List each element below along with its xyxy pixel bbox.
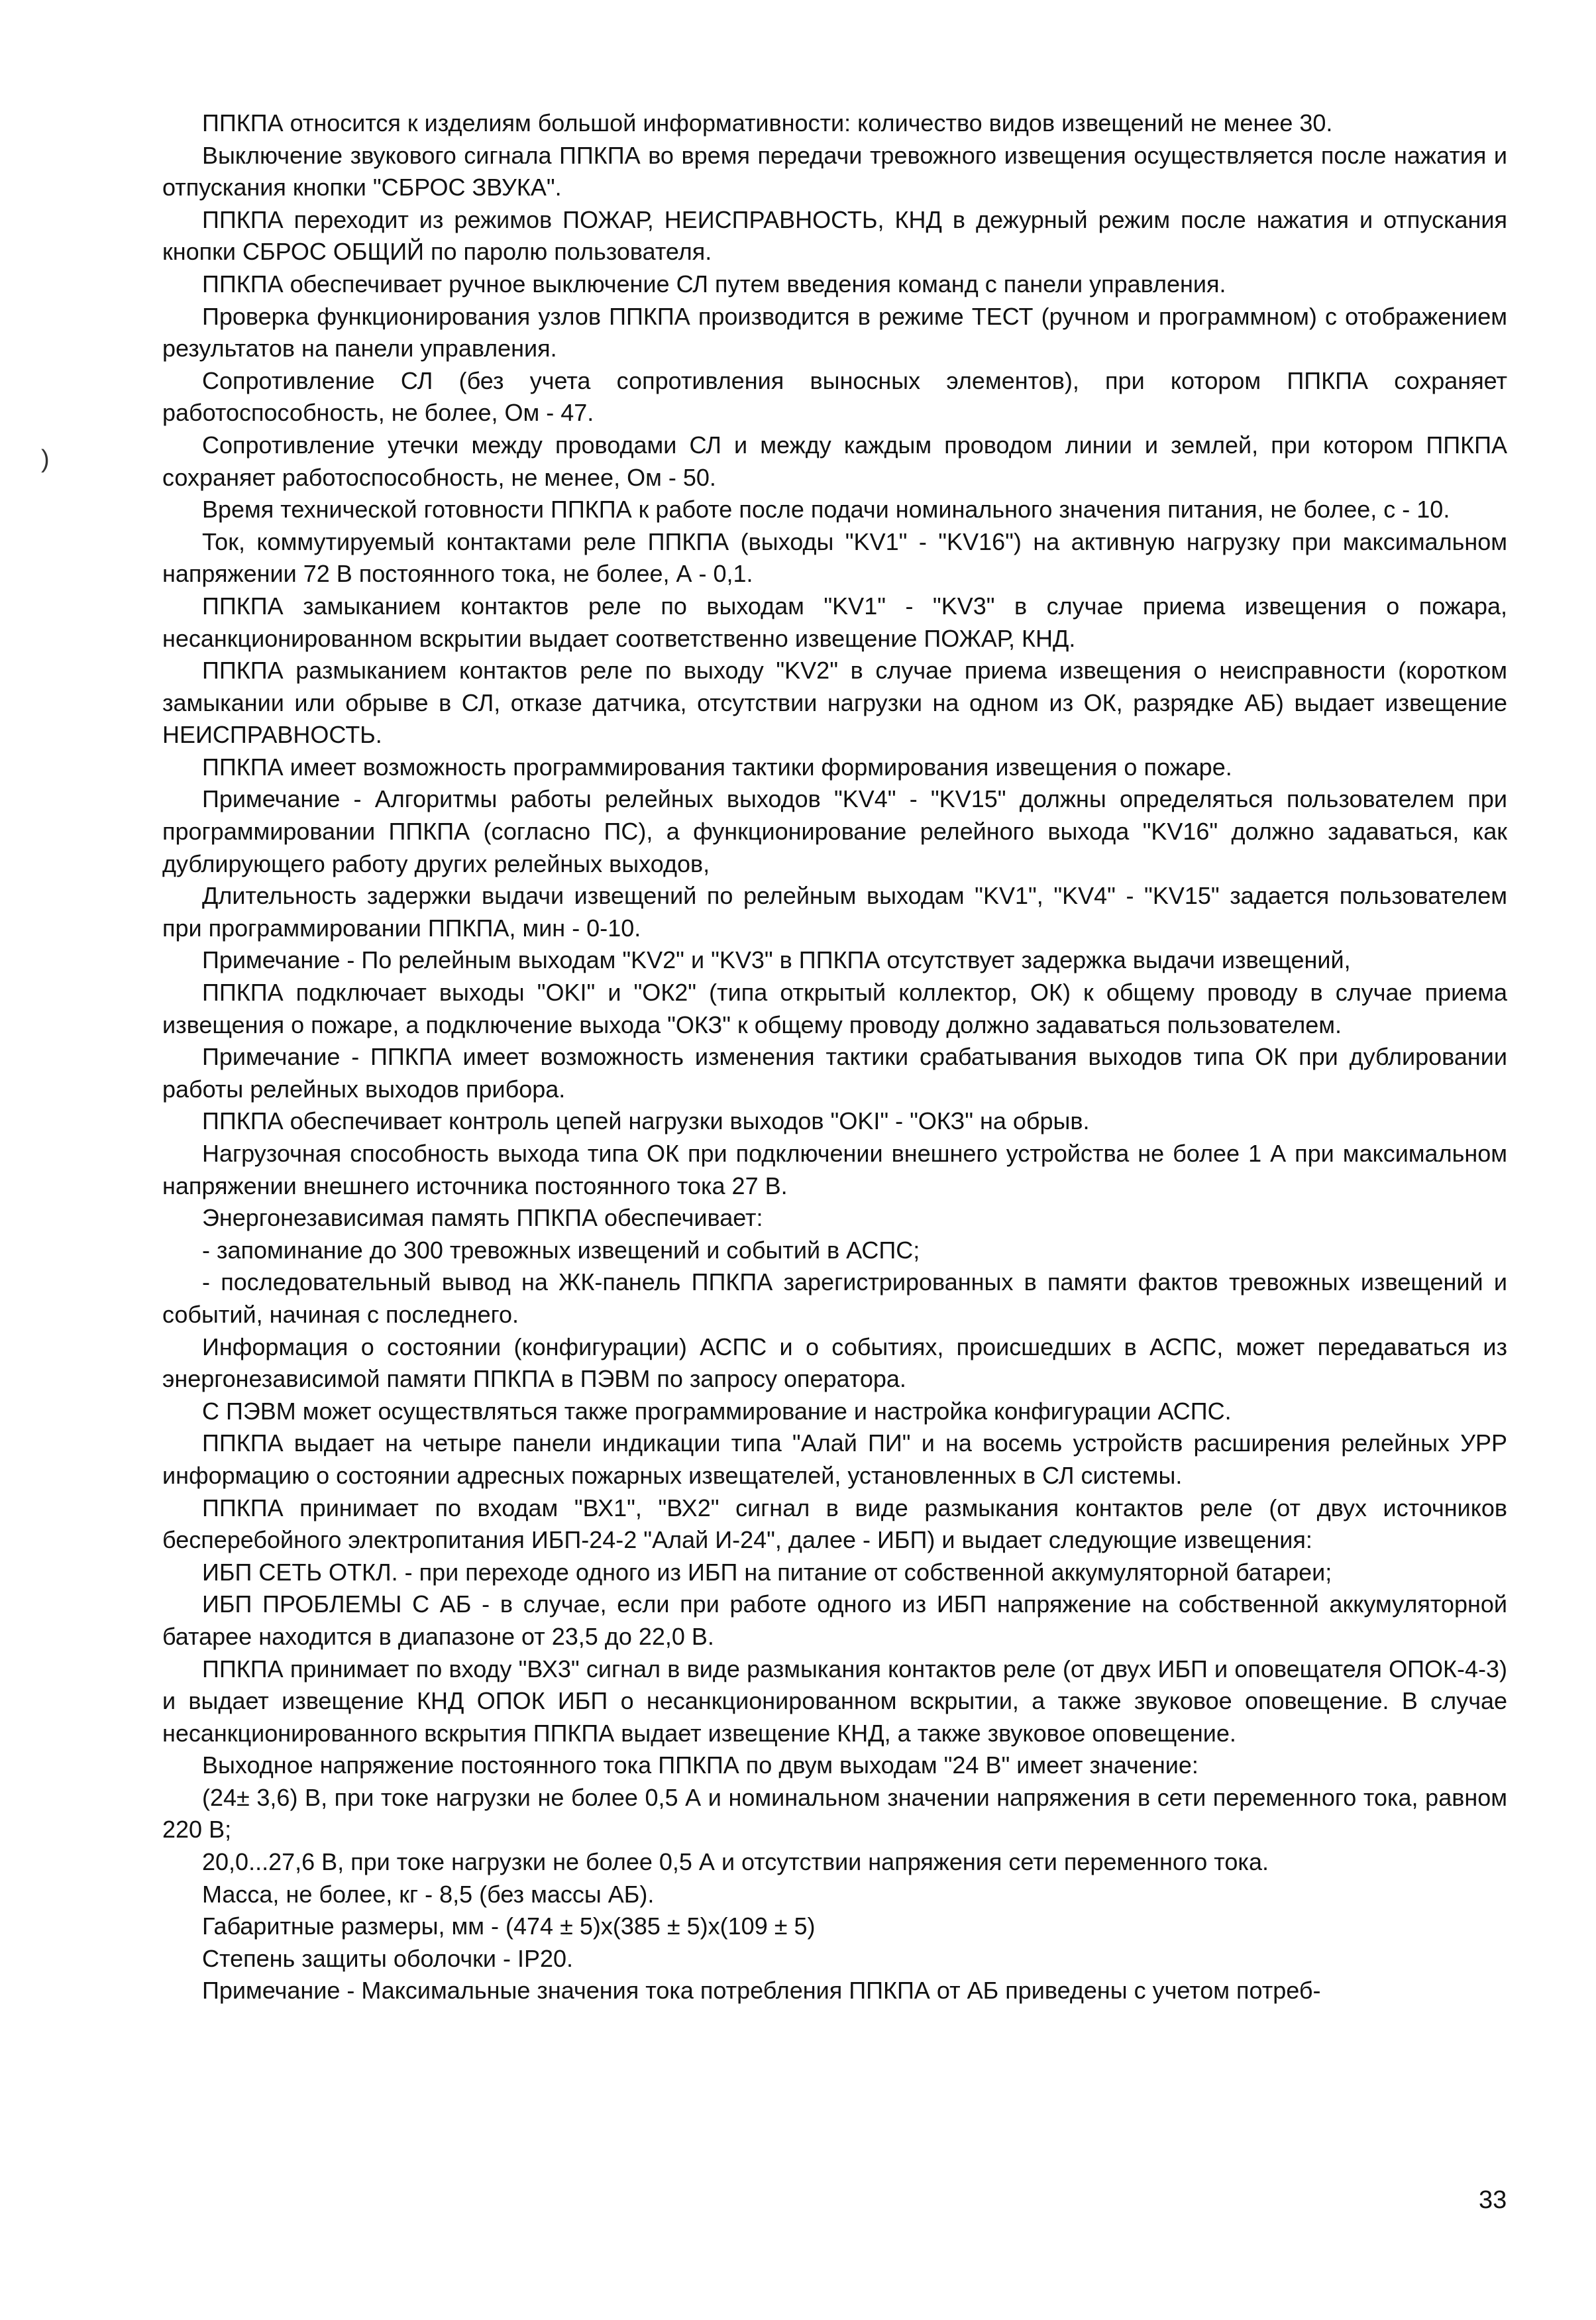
- paragraph: ППКПА обеспечивает контроль цепей нагрузки выходов "OKI" - "ОКЗ" на обрыв.: [202, 1107, 1090, 1135]
- paragraph: ППКПА обеспечивает ручное выключение СЛ путем введения команд с панели управления.: [202, 270, 1226, 298]
- paragraph: Нагрузочная способность выхода типа ОК при подключении внешнего устройства не более 1 А при максимальном напряжении внешнего источника постоянного тока 27 В.: [162, 1140, 1507, 1199]
- paragraph: Ток, коммутируемый контактами реле ППКПА (выходы "KV1" - "KV16") на активную нагрузку при максимальном напряжении 72 В постоянного тока, не более, А - 0,1.: [162, 527, 1507, 588]
- paragraph: Выключение звукового сигнала ППКПА во время передачи тревожного извещения осуществляется после нажатия и отпускания кнопки "СБРОС ЗВУКА".: [162, 141, 1507, 201]
- paragraph: Информация о состоянии (конфигурации) АСПС и о событиях, происшедших в АСПС, может передаваться из энергонезависимой памяти ППКПА в ПЭВМ по запросу оператора.: [162, 1333, 1507, 1393]
- paragraph: 20,0...27,6 В, при токе нагрузки не более 0,5 А и отсутствии напряжения сети переменного тока.: [202, 1848, 1269, 1876]
- paragraph: Примечание - По релейным выходам "KV2" и "KV3" в ППКПА отсутствует задержка выдачи извещений,: [202, 946, 1351, 974]
- paragraph: Проверка функционирования узлов ППКПА производится в режиме ТЕСТ (ручном и программном) с отображением результатов на панели управления.: [162, 302, 1507, 362]
- paragraph: С ПЭВМ может осуществляться также программирование и настройка конфигурации АСПС.: [202, 1397, 1232, 1425]
- paragraph: ППКПА замыканием контактов реле по выходам "KV1" - "KV3" в случае приема извещения о пожара, несанкционированном вскрытии выдает соответственно извещение ПОЖАР, КНД.: [162, 592, 1507, 652]
- paragraph: ППКПА принимает по входу "ВХ3" сигнал в виде размыкания контактов реле (от двух ИБП и оповещателя ОПОК-4-3) и выдает извещение КНД ОПОК ИБП о несанкционированном вскрытии, а также звуковое оповещение. В случае несанкционированного вскрытия ППКПА выдает извещение КНД, а также звуковое оповещение.: [162, 1655, 1507, 1747]
- document-body: [162, 107, 1507, 2007]
- paragraph: Энергонезависимая память ППКПА обеспечивает:: [202, 1204, 763, 1232]
- paragraph: - запоминание до 300 тревожных извещений и событий в АСПС;: [202, 1236, 920, 1264]
- page-number: 33: [1479, 2186, 1507, 2214]
- paragraph: Выходное напряжение постоянного тока ППКПА по двум выходам "24 В" имеет значение:: [202, 1751, 1198, 1779]
- paragraph: ИБП СЕТЬ ОТКЛ. - при переходе одного из ИБП на питание от собственной аккумуляторной батареи;: [202, 1558, 1332, 1586]
- paragraph: Длительность задержки выдачи извещений по релейным выходам "KV1", "KV4" - "KV15" задается пользователем при программировании ППКПА, мин - 0-10.: [162, 882, 1507, 942]
- margin-bracket-mark: ): [41, 445, 50, 473]
- paragraph: ППКПА подключает выходы "OKI" и "ОК2" (типа открытый коллектор, ОК) к общему проводу в случае приема извещения о пожаре, а подключение выхода "ОКЗ" к общему проводу должно задаваться пользователем.: [162, 979, 1507, 1038]
- paragraph: ППКПА относится к изделиям большой информативности: количество видов извещений не менее 30.: [202, 109, 1333, 137]
- paragraph: Сопротивление СЛ (без учета сопротивления выносных элементов), при котором ППКПА сохраняет работоспособность, не более, Ом - 47.: [162, 366, 1507, 427]
- paragraph: Примечание - Максимальные значения тока потребления ППКПА от АБ приведены с учетом потреб-: [202, 1977, 1321, 2005]
- paragraph: ППКПА размыканием контактов реле по выходу "KV2" в случае приема извещения о неисправности (коротком замыкании или обрыве в СЛ, отказе датчика, отсутствии нагрузки на одном из ОК, разрядке АБ) выдает извещение НЕИСПРАВНОСТЬ.: [162, 657, 1507, 749]
- paragraph: ИБП ПРОБЛЕМЫ С АБ - в случае, если при работе одного из ИБП напряжение на собственной аккумуляторной батарее находится в диапазоне от 23,5 до 22,0 В.: [162, 1590, 1507, 1650]
- paragraph: ППКПА принимает по входам "ВХ1", "ВХ2" сигнал в виде размыкания контактов реле (от двух источников бесперебойного электропитания ИБП-24-2 "Алай И-24", далее - ИБП) и выдает следующие извещения:: [162, 1494, 1507, 1554]
- paragraph: ППКПА переходит из режимов ПОЖАР, НЕИСПРАВНОСТЬ, КНД в дежурный режим после нажатия и отпускания кнопки СБРОС ОБЩИЙ по паролю пользователя.: [162, 205, 1507, 266]
- paragraph: Масса, не более, кг - 8,5 (без массы АБ).: [202, 1880, 655, 1908]
- paragraph: Примечание - Алгоритмы работы релейных выходов "KV4" - "KV15" должны определяться пользователем при программировании ППКПА (согласно ПС), а функционирование релейного выхода "KV16" должно задаваться, как дублирующего работу других релейных выходов,: [162, 785, 1507, 877]
- paragraph: - последовательный вывод на ЖК-панель ППКПА зарегистрированных в памяти фактов тревожных извещений и событий, начиная с последнего.: [162, 1268, 1507, 1328]
- paragraph: Сопротивление утечки между проводами СЛ и между каждым проводом линии и землей, при котором ППКПА сохраняет работоспособность, не менее, Ом - 50.: [162, 431, 1507, 491]
- paragraph: (24± 3,6) В, при токе нагрузки не более 0,5 А и номинальном значении напряжения в сети переменного тока, равном 220 В;: [162, 1783, 1507, 1844]
- paragraph: Время технической готовности ППКПА к работе после подачи номинального значения питания, не более, с - 10.: [202, 496, 1450, 524]
- paragraph: ППКПА имеет возможность программирования тактики формирования извещения о пожаре.: [202, 753, 1232, 781]
- paragraph: Степень защиты оболочки - IP20.: [202, 1944, 574, 1972]
- paragraph: ППКПА выдает на четыре панели индикации типа "Алай ПИ" и на восемь устройств расширения релейных УРР информацию о состоянии адресных пожарных извещателей, установленных в СЛ системы.: [162, 1429, 1507, 1489]
- paragraph: Примечание - ППКПА имеет возможность изменения тактики срабатывания выходов типа ОК при дублировании работы релейных выходов прибора.: [162, 1043, 1507, 1103]
- paragraph: Габаритные размеры, мм - (474 ± 5)х(385 ± 5)х(109 ± 5): [202, 1912, 816, 1940]
